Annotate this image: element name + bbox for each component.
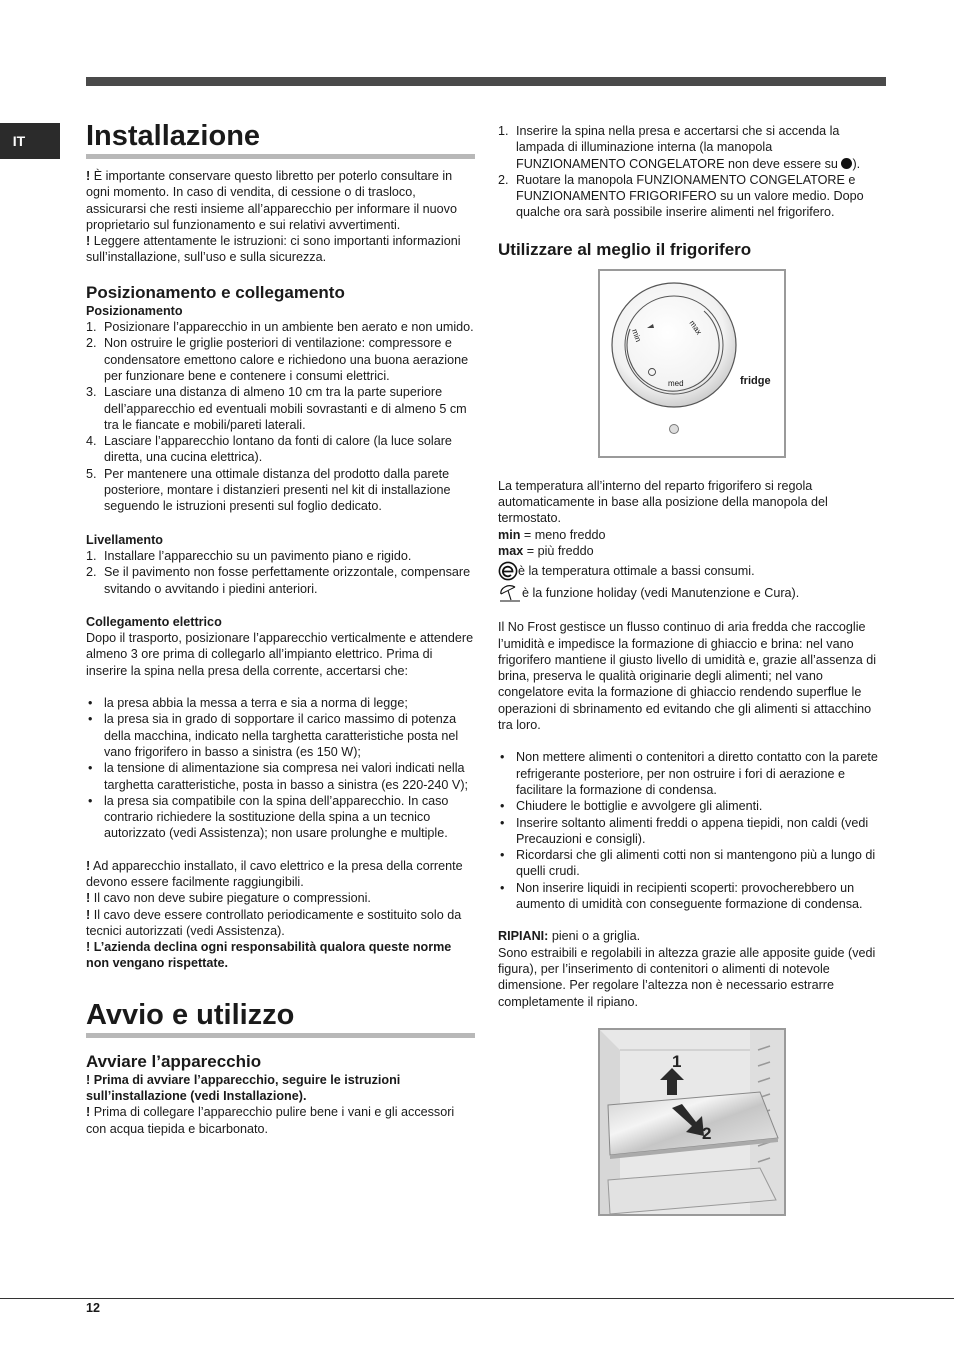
collegamento-subtitle: Collegamento elettrico [86, 614, 222, 629]
top-rule [86, 77, 886, 86]
list-item: • Non mettere alimenti o contenitori a diretto contatto con la parete refrigerante posteriore, per non ostruire i fori di aerazione e facilitare la formazione di condensa. [500, 750, 878, 797]
avvio-warning-2: ! Prima di collegare l’apparecchio pulire bene i vani e gli accessori con acqua tiepida e bicarbonato. [86, 1105, 455, 1136]
holiday-line: è la funzione holiday (vedi Manutenzione e Cura). [498, 583, 883, 603]
eco-line: è la temperatura ottimale a bassi consumi. [498, 561, 883, 581]
step-2-label: 2 [702, 1123, 712, 1143]
step-1-label: 1 [672, 1051, 682, 1071]
installazione-title: Installazione [86, 118, 475, 159]
avviare-section-title: Avviare l’apparecchio [86, 1051, 262, 1071]
avvio-warning-1: ! Prima di avviare l’apparecchio, seguire le istruzioni sull’installazione (vedi Installazione). [86, 1072, 401, 1104]
posizionamento-section-title: Posizionamento e collegamento [86, 282, 345, 302]
list-item: • la presa sia compatibile con la spina dell’apparecchio. In caso contrario richiedere la sostituzione della spina a un tecnico autorizzato (vedi Assistenza); non usare prolunghe e multiple. [88, 793, 449, 841]
list-item: 1. Inserire la spina nella presa e accertarsi che si accenda la lampada di illuminazione interna (la manopola FUNZIONAMENTO CONGELATORE non deve essere su ). [498, 124, 861, 171]
list-item: 2. Ruotare la manopola FUNZIONAMENTO CONGELATORE e FUNZIONAMENTO FRIGORIFERO su un valore medio. Dopo qualche ora sarà possibile inserire alimenti nel frigorifero. [498, 172, 864, 220]
thermostat-dial [600, 271, 784, 456]
list-item: 1. Posizionare l’apparecchio in un ambiente ben aerato e non umido. [86, 320, 474, 335]
shelf-figure [598, 1028, 786, 1216]
warning-4: ! L’azienda declina ogni responsabilità qualora queste norme non vengano rispettate. [86, 940, 452, 971]
intro-paragraph-1: ! È importante conservare questo libretto per poterlo consultare in ogni momento. In caso di vendita, di cessione o di trasloco, assicurarsi che resti insieme all’apparecchio per informare il nuovo proprietario sul funzionamento e sui relativi avvertimenti. [86, 169, 457, 232]
thermostat-dial-figure [598, 269, 786, 458]
list-item: 3. Lasciare una distanza di almeno 10 cm tra la parte superiore dell’apparecchio ed eventuali mobili sovrastanti e di almeno 5 cm tra le fiancate e mobili/pareti laterali. [86, 385, 467, 432]
list-item: • Inserire soltanto alimenti freddi o appena tiepidi, non caldi (vedi Precauzioni e consigli). [500, 815, 869, 846]
shelf-illustration [600, 1030, 784, 1214]
dial-med-label: med [668, 378, 684, 388]
livellamento-list [86, 548, 475, 597]
frigorifero-section-title: Utilizzare al meglio il frigorifero [498, 239, 752, 259]
warning-3: ! Il cavo deve essere controllato periodicamente e sostituito solo da tecnici autorizzati (vedi Assistenza). [86, 907, 462, 938]
list-item: • la presa sia in grado di sopportare il carico massimo di potenza della macchina, indicato nella targhetta caratteristiche posta nel vano frigorifero in basso a sinistra (es 150 W); [88, 712, 459, 759]
list-item: • Chiudere le bottiglie e avvolgere gli alimenti. [500, 799, 763, 814]
dial-fridge-label: fridge [740, 374, 771, 387]
list-item: 4. Lasciare l’apparecchio lontano da fonti di calore (la luce solare diretta, una cucina elettrica). [86, 434, 452, 465]
left-column [86, 118, 475, 1137]
right-column [498, 123, 883, 1216]
ripiani-line: RIPIANI: pieni o a griglia. [498, 929, 641, 944]
dot-icon [841, 158, 852, 169]
list-item: • Non inserire liquidi in recipienti scoperti: provocherebbero un aumento di umidità con conseguente formazione di condensa. [500, 880, 863, 912]
ripiani-description: Sono estraibili e regolabili in altezza grazie alle apposite guide (vedi figura), per l’inserimento di contenitori o alimenti di notevole dimensione. Per regolare l’altezza non è necessario estrarre completamente il ripiano. [498, 945, 876, 1009]
list-item: • la tensione di alimentazione sia compresa nei valori indicati nella targhetta caratteristiche, posta in basso a sinistra (es 220-240 V); [88, 761, 469, 792]
posizionamento-list [86, 319, 475, 515]
holiday-umbrella-icon [498, 583, 522, 603]
temperatura-text: La temperatura all’interno del reparto frigorifero si regola automaticamente in base alla posizione della manopola del termostato. [498, 478, 828, 526]
min-line: min = meno freddo [498, 527, 606, 542]
collegamento-bullets [86, 695, 475, 842]
eco-icon [498, 561, 518, 581]
intro-paragraph-2: ! Leggere attentamente le istruzioni: ci sono importanti informazioni sull’installazione, sull’uso e sulla sicurezza. [86, 234, 461, 265]
list-item: 1. Installare l’apparecchio su un pavimento piano e rigido. [86, 548, 412, 563]
livellamento-subtitle: Livellamento [86, 532, 163, 547]
language-tab: IT [0, 123, 60, 159]
collegamento-text: Dopo il trasporto, posizionare l’apparecchio verticalmente e attendere almeno 3 ore prima di collegarlo all’impianto elettrico. Prima di inserire la spina nella presa della corrente, accertarsi che: [86, 631, 474, 678]
dial-min-label: min [630, 327, 643, 343]
nofrost-text: Il No Frost gestisce un flusso continuo di aria fredda che raccoglie l’umidità e impedisce la formazione di ghiaccio e brina: nel vano frigorifero mantiene il giusto livello di umidità e, grazie all’assenza di brina, preserva le qualità originarie degli alimenti; nel vano congelatore evita la formazione di ghiaccio rendendo superflue le operazioni di sbrinamento ed evitando che gli alimenti si attacchino tra loro. [498, 620, 876, 733]
dial-max-label: max [687, 318, 704, 337]
footer-rule [0, 1298, 954, 1299]
avvio-steps [498, 123, 883, 221]
warning-2: ! Il cavo non deve subire piegature o compressioni. [86, 891, 371, 906]
list-item: 5. Per mantenere una ottimale distanza del prodotto dalla parete posteriore, montare i distanzieri presenti nel kit di installazione seguendo le istruzioni presenti sul foglio dedicato. [86, 466, 451, 514]
page-number: 12 [86, 1301, 101, 1315]
avvio-title: Avvio e utilizzo [86, 997, 475, 1038]
max-line: max = più freddo [498, 543, 594, 558]
frigorifero-bullets [498, 749, 883, 912]
list-item: • la presa abbia la messa a terra e sia a norma di legge; [88, 696, 408, 711]
list-item: 2. Se il pavimento non fosse perfettamente orizzontale, compensare svitando o avvitando i piedini anteriori. [86, 565, 471, 596]
list-item: • Ricordarsi che gli alimenti cotti non si mantengono più a lungo di quelli crudi. [500, 848, 876, 879]
warning-1: ! Ad apparecchio installato, il cavo elettrico e la presa della corrente devono essere facilmente raggiungibili. [86, 858, 463, 889]
list-item: 2. Non ostruire le griglie posteriori di ventilazione: compressore e condensatore emettono calore e richiedono una buona aerazione per funzionare bene e contenere i consumi elettrici. [86, 336, 469, 383]
posizionamento-subtitle: Posizionamento [86, 303, 183, 318]
